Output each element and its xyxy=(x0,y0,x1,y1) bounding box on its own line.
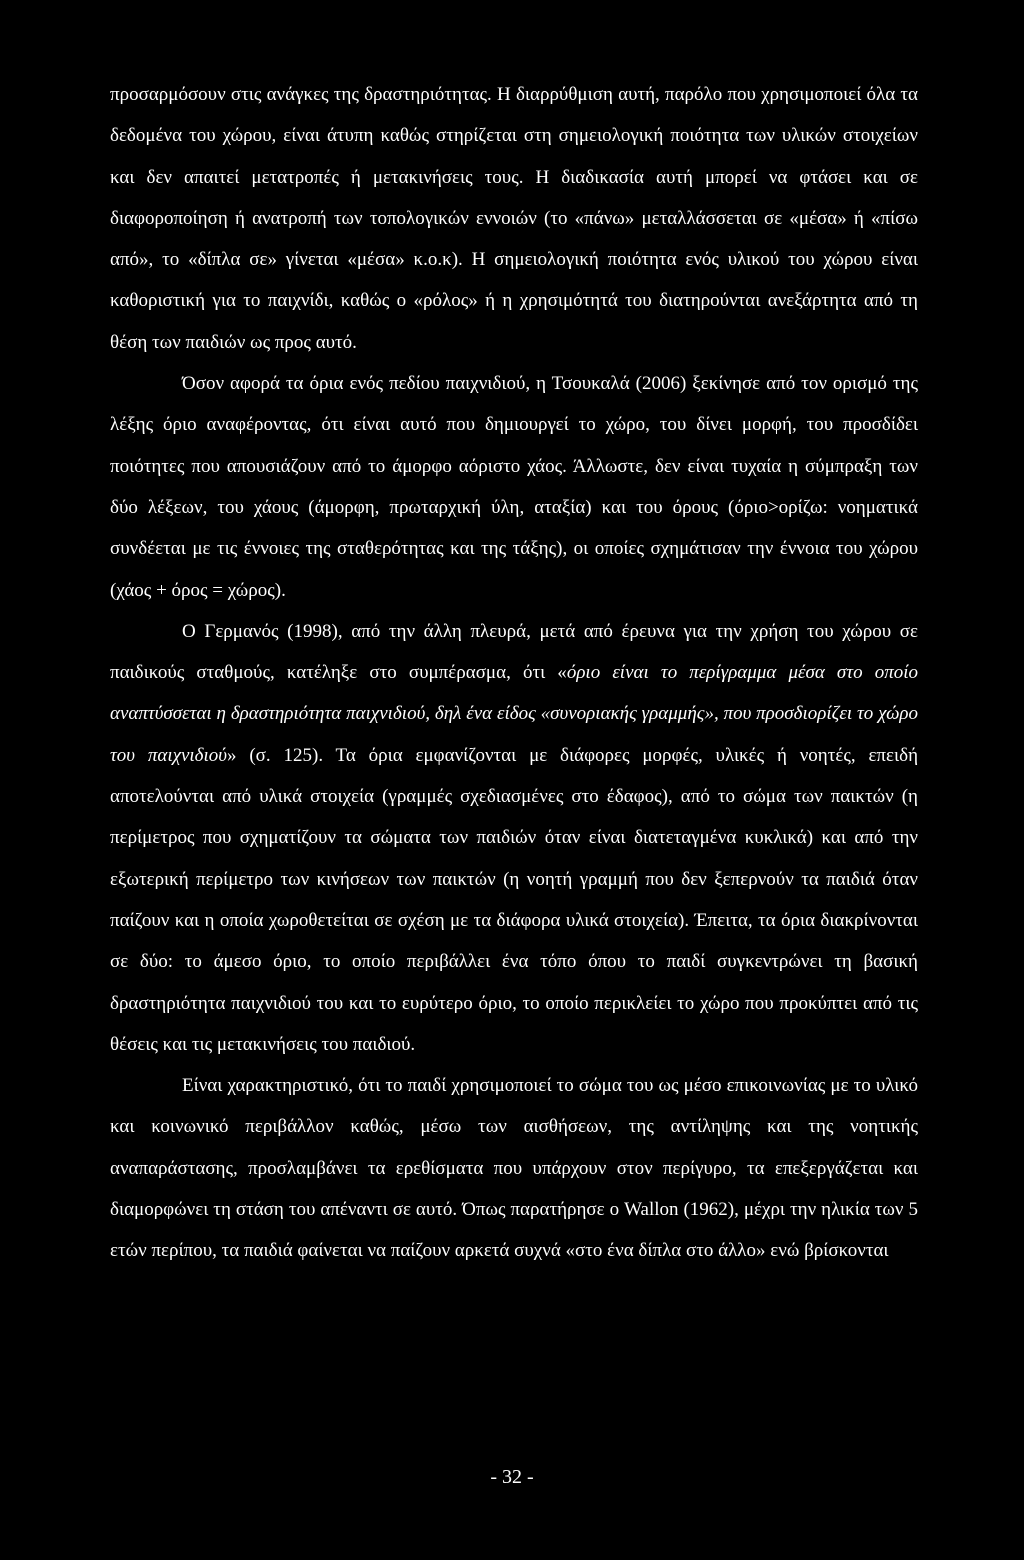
page-number: - 32 - xyxy=(490,1466,534,1488)
paragraph-3-text-start: Ο Γερμανός (1998), από την άλλη πλευρά, μετά από έρευνα για την χρήση του χώρου σε παιδικούς σταθμούς, κατέληξε στο συμπέρασμα, ότι « xyxy=(110,620,918,684)
paragraph-2 xyxy=(110,363,918,611)
paragraph-4-text: Είναι χαρακτηριστικό, ότι το παιδί χρησιμοποιεί το σώμα του ως μέσο επικοινωνίας με το υλικό και κοινωνικό περιβάλλον καθώς, μέσω των αισθήσεων, της αντίληψης και της νοητικής αναπαράστασης, προσλαμβάνει τα ερεθίσματα που υπάρχουν στον περίγυρο, τα επεξεργάζεται και διαμορφώνει τη στάση του απέναντι σε αυτό. Όπως παρατήρησε ο Wallon (1962), μέχρι την ηλικία των 5 ετών περίπου, τα παιδιά φαίνεται να παίζουν αρκετά συχνά «στο ένα δίπλα στο άλλο» ενώ βρίσκονται xyxy=(110,1075,918,1262)
paragraph-2-text: Όσον αφορά τα όρια ενός πεδίου παιχνιδιού, η Τσουκαλά (2006) ξεκίνησε από τον ορισμό της λέξης όριο αναφέροντας, ότι είναι αυτό που δημιουργεί το χώρο, του δίνει μορφή, του προσδίδει ποιότητες που απουσιάζουν από το άμορφο αόριστο χάος. Άλλωστε, δεν είναι τυχαία η σύμπραξη των δύο λέξεων, του χάους (άμορφη, πρωταρχική ύλη, αταξία) και του όρους (όριο>ορίζω: νοηματικά συνδέεται με τις έννοιες της σταθερότητας και της τάξης), οι οποίες σχημάτισαν την έννοια του χώρου (χάος + όρος = χώρος). xyxy=(110,373,918,601)
paragraph-4 xyxy=(110,1065,918,1271)
paragraph-3-quote-italic: όριο είναι το περίγραμμα μέσα στο οποίο αναπτύσσεται η δραστηριότητα παιχνιδιού, δηλ ένα είδος «συνοριακής γραμμής», που προσδιορίζει το χώρο του παιχνιδιού xyxy=(110,662,919,766)
paragraph-1 xyxy=(110,74,918,363)
document-body xyxy=(110,74,918,1272)
paragraph-3 xyxy=(110,611,918,1065)
paragraph-3-text-end: » (σ. 125). Τα όρια εμφανίζονται με διάφορες μορφές, υλικές ή νοητές, επειδή αποτελούνται από υλικά στοιχεία (γραμμές σχεδιασμένες στο έδαφος), από το σώμα των παικτών (η περίμετρος που σχηματίζουν τα σώματα των παιδιών όταν είναι διατεταγμένα κυκλικά) και από την εξωτερική περίμετρο των κινήσεων των παικτών (η νοητή γραμμή που δεν ξεπερνούν τα παιδιά όταν παίζουν και η οποία χωροθετείται σε σχέση με τα διάφορα υλικά στοιχεία). Έπειτα, τα όρια διακρίνονται σε δύο: το άμεσο όριο, το οποίο περιβάλλει ένα τόπο όπου το παιδί συγκεντρώνει τη βασική δραστηριότητα παιχνιδιού του και το ευρύτερο όριο, το οποίο περικλείει το χώρο που προκύπτει από τις θέσεις και τις μετακινήσεις του παιδιού. xyxy=(110,744,919,1055)
paragraph-1-text: προσαρμόσουν στις ανάγκες της δραστηριότητας. Η διαρρύθμιση αυτή, παρόλο που χρησιμοποιεί όλα τα δεδομένα του χώρου, είναι άτυπη καθώς στηρίζεται στη σημειολογική ποιότητα των υλικών στοιχείων και δεν απαιτεί μετατροπές ή μετακινήσεις τους. Η διαδικασία αυτή μπορεί να φτάσει και σε διαφοροποίηση ή ανατροπή των τοπολογικών εννοιών (το «πάνω» μεταλλάσσεται σε «μέσα» ή «πίσω από», το «δίπλα σε» γίνεται «μέσα» κ.ο.κ). Η σημειολογική ποιότητα ενός υλικού του χώρου είναι καθοριστική για το παιχνίδι, καθώς ο «ρόλος» ή η χρησιμότητά του διατηρούνται ανεξάρτητα από τη θέση των παιδιών ως προς αυτό. xyxy=(110,84,918,353)
